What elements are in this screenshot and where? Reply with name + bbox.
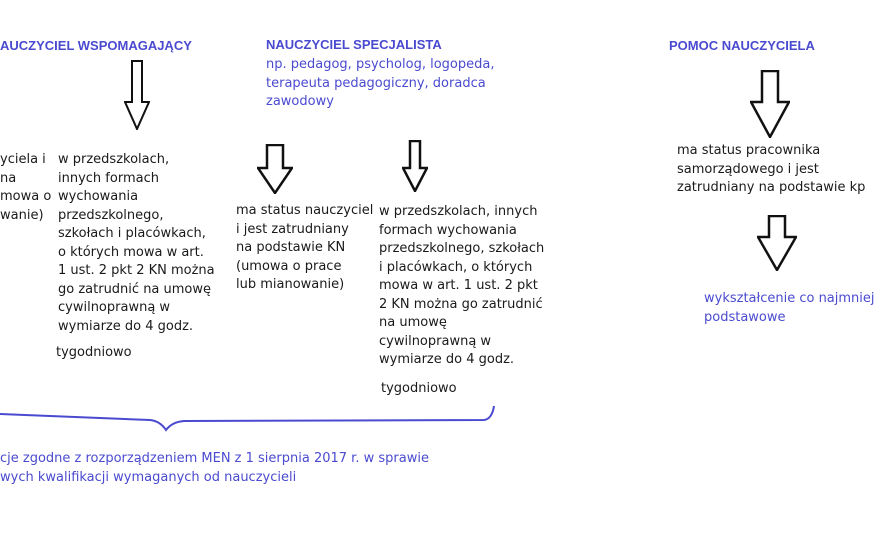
- text-line: szkołach i placówkach,: [58, 226, 206, 241]
- specjalista-example-line: np. pedagog, psycholog, logopeda,: [266, 57, 495, 72]
- text-line: przedszkolnego,: [58, 207, 164, 223]
- arrow-down-icon: [124, 60, 150, 130]
- text-line: cywilnoprawną w: [379, 333, 492, 349]
- heading-pomoc-nauczyciela: POMOC NAUCZYCIELA: [669, 38, 815, 53]
- text-line: wychowania: [58, 189, 139, 204]
- text-line: cywilnoprawną w: [58, 300, 171, 315]
- text-line: wymiarze do 4 godz.: [58, 318, 194, 334]
- arrow-down-icon: [257, 144, 293, 194]
- text-line: na podstawie KN: [236, 240, 346, 255]
- text-line: o których mowa w art.: [58, 244, 204, 260]
- pomoc-education-text: [704, 290, 875, 327]
- arrow-down-icon: [750, 70, 790, 138]
- text-line: i placówkach, o których: [379, 259, 533, 275]
- text-line: mowa o: [0, 189, 52, 204]
- specjalista-conditions-tail: tygodniowo: [381, 381, 457, 396]
- text-line: 2 KN można go zatrudnić: [379, 296, 543, 312]
- heading-nauczyciel-specjalista: NAUCZYCIEL SPECJALISTA: [266, 37, 442, 52]
- arrow-down-icon: [402, 140, 428, 192]
- text-line: w przedszkolach, innych: [379, 204, 538, 219]
- text-line: w przedszkolach,: [58, 152, 170, 167]
- text-line: cje zgodne z rozporządzeniem MEN z 1 sierpnia 2017 r. w sprawie: [0, 451, 429, 466]
- wspomagajacy-status-text: [0, 151, 51, 225]
- wspomagajacy-conditions-tail: tygodniowo: [56, 345, 132, 360]
- specjalista-example-line: terapeuta pedagogiczny, doradca: [266, 75, 486, 91]
- text-line: wymiarze do 4 godz.: [379, 352, 515, 367]
- text-line: samorządowego i jest: [677, 161, 819, 177]
- qualifications-note: [0, 450, 429, 487]
- text-line: i jest zatrudniany: [236, 221, 349, 237]
- heading-nauczyciel-wspomagajacy: AUCZYCIEL WSPOMAGAJĄCY: [0, 38, 192, 53]
- text-line: (umowa o prace: [236, 258, 342, 274]
- text-line: na: [0, 170, 17, 186]
- text-line: na umowę: [379, 315, 447, 330]
- text-line: ma status nauczyciel: [236, 203, 374, 218]
- text-line: wych kwalifikacji wymaganych od nauczycieli: [0, 469, 297, 485]
- text-line: mowa w art. 1 ust. 2 pkt: [379, 278, 538, 293]
- text-line: yciela i: [0, 152, 46, 167]
- arrow-down-icon: [757, 215, 797, 271]
- text-line: go zatrudnić na umowę: [58, 281, 212, 297]
- specjalista-example-line: zawodowy: [266, 94, 334, 109]
- specjalista-conditions-text: [379, 203, 544, 370]
- text-line: innych formach: [58, 170, 159, 186]
- specjalista-status-text: [236, 202, 373, 295]
- text-line: zatrudniany na podstawie kp: [677, 180, 866, 195]
- text-line: przedszkolnego, szkołach: [379, 241, 545, 256]
- text-line: formach wychowania: [379, 222, 517, 238]
- text-line: wykształcenie co najmniej: [704, 291, 875, 306]
- text-line: wanie): [0, 207, 44, 223]
- text-line: 1 ust. 2 pkt 2 KN można: [58, 263, 215, 278]
- text-line: podstawowe: [704, 309, 786, 325]
- text-line: ma status pracownika: [677, 143, 821, 158]
- text-line: lub mianowanie): [236, 277, 345, 292]
- bracket-line: [0, 400, 500, 436]
- wspomagajacy-conditions-text: [58, 151, 215, 336]
- pomoc-status-text: [677, 142, 865, 198]
- specjalista-examples: [266, 56, 494, 112]
